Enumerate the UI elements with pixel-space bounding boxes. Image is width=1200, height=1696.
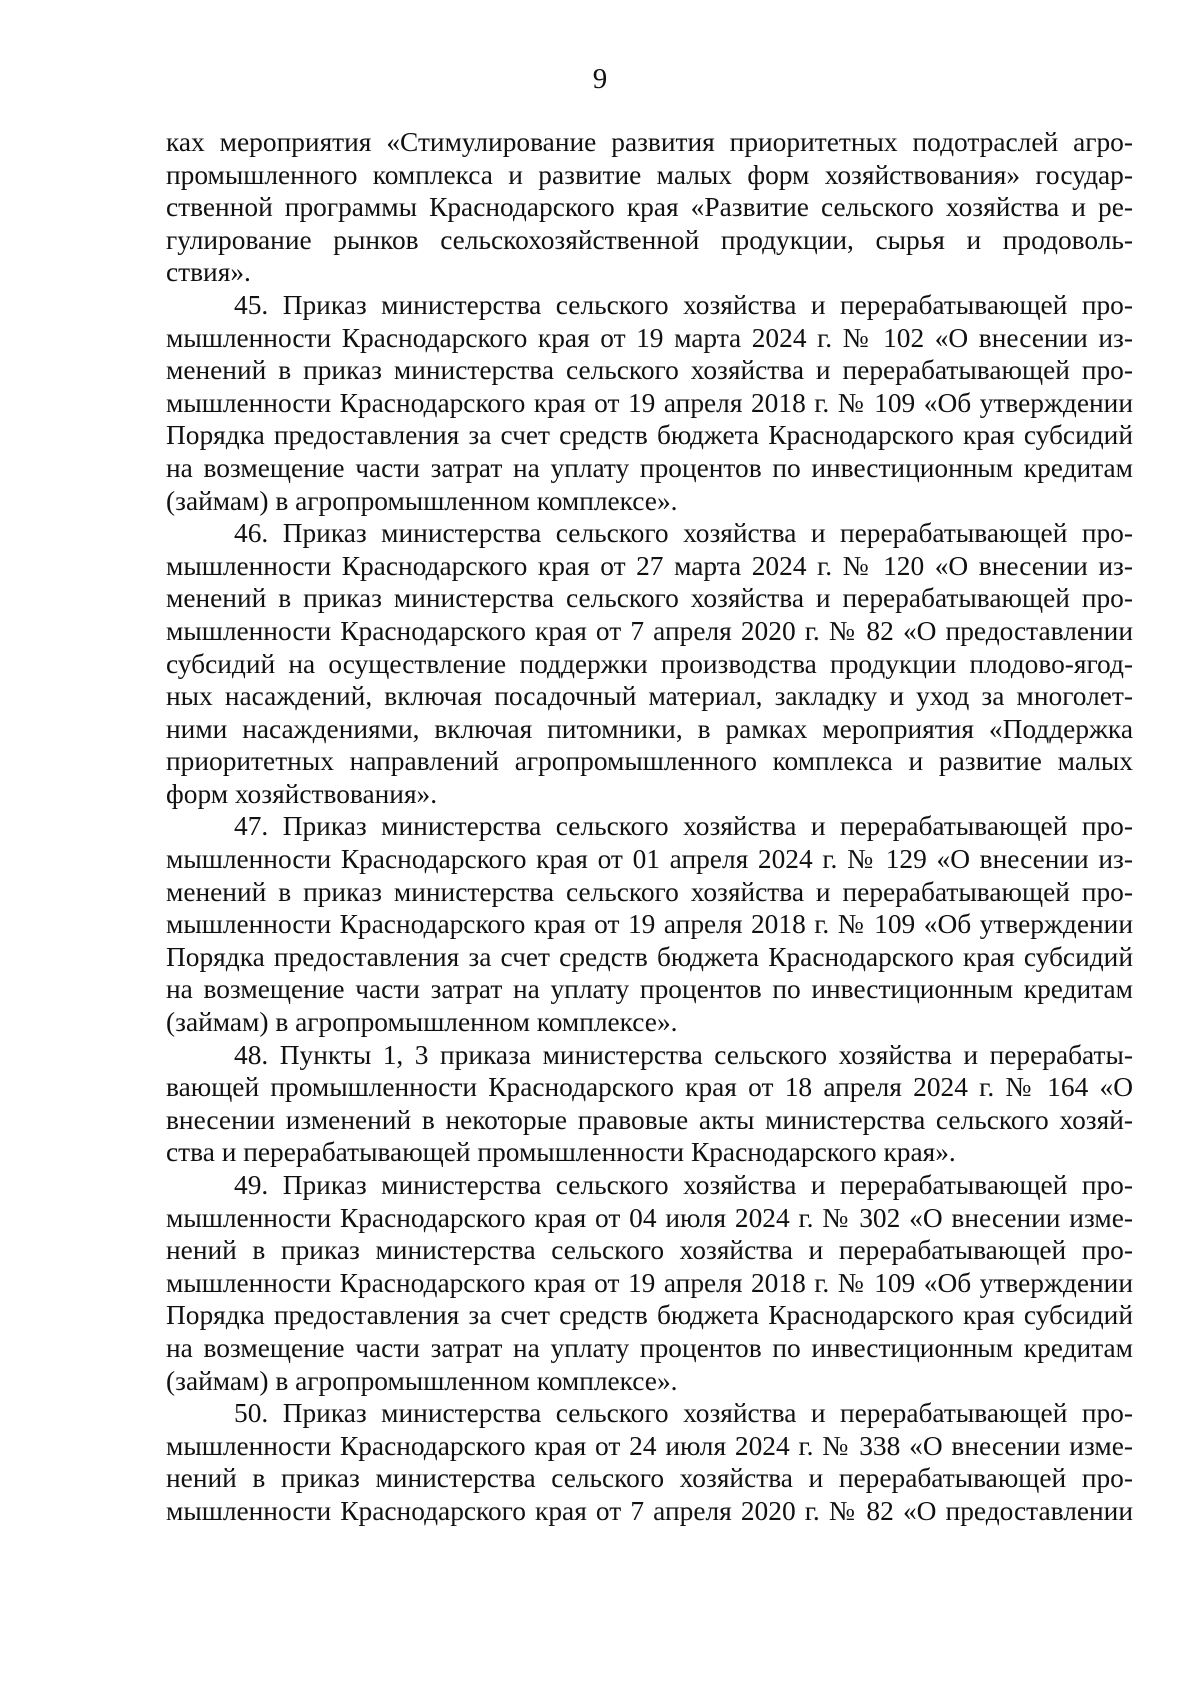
- text-line: вающей промышленности Краснодарского края от 18 апреля 2024 г. № 164 «О: [166, 1072, 1133, 1103]
- text-line: ках мероприятия «Стимулирование развития приоритетных подотраслей агро-: [166, 127, 1133, 157]
- text-line: Порядка предоставления за счет средств бюджета Краснодарского края субсидий: [166, 420, 1133, 451]
- document-body: [166, 126, 1133, 1528]
- text-line: 45. Приказ министерства сельского хозяйства и перерабатывающей про-: [234, 289, 1133, 320]
- text-line: на возмещение части затрат на уплату процентов по инвестиционным кредитам: [166, 974, 1133, 1005]
- text-line: ними насаждениями, включая питомники, в рамках мероприятия «Поддержка: [166, 713, 1133, 744]
- text-line: нений в приказ министерства сельского хозяйства и перерабатывающей про-: [166, 1235, 1133, 1266]
- text-line: гулирование рынков сельскохозяйственной продукции, сырья и продоволь-: [166, 224, 1133, 255]
- text-line: мышленности Краснодарского края от 24 июля 2024 г. № 338 «О внесении изме-: [166, 1430, 1133, 1461]
- text-line: приоритетных направлений агропромышленного комплекса и развитие малых: [166, 746, 1133, 777]
- text-line: (займам) в агропромышленном комплексе».: [166, 485, 678, 516]
- text-line: мышленности Краснодарского края от 19 марта 2024 г. № 102 «О внесении из-: [166, 322, 1133, 353]
- text-line: менений в приказ министерства сельского хозяйства и перерабатывающей про-: [166, 876, 1133, 907]
- text-line: мышленности Краснодарского края от 27 марта 2024 г. № 120 «О внесении из-: [166, 550, 1133, 581]
- text-line: мышленности Краснодарского края от 01 апреля 2024 г. № 129 «О внесении из-: [166, 844, 1133, 875]
- text-line: ственной программы Краснодарского края «Развитие сельского хозяйства и ре-: [166, 192, 1133, 223]
- text-line: внесении изменений в некоторые правовые акты министерства сельского хозяй-: [166, 1104, 1133, 1135]
- text-line: форм хозяйствования».: [166, 778, 438, 809]
- page-number: 9: [592, 63, 608, 95]
- text-line: ствия».: [166, 257, 251, 288]
- text-line: нений в приказ министерства сельского хозяйства и перерабатывающей про-: [166, 1463, 1133, 1494]
- text-line: менений в приказ министерства сельского хозяйства и перерабатывающей про-: [166, 583, 1133, 614]
- text-line: 49. Приказ министерства сельского хозяйства и перерабатывающей про-: [234, 1170, 1133, 1200]
- text-line: мышленности Краснодарского края от 19 апреля 2018 г. № 109 «Об утверждении: [166, 387, 1133, 418]
- text-line: ства и перерабатывающей промышленности Краснодарского края».: [166, 1137, 956, 1168]
- text-line: (займам) в агропромышленном комплексе».: [166, 1007, 678, 1038]
- text-line: мышленности Краснодарского края от 7 апреля 2020 г. № 82 «О предоставлении: [166, 1495, 1133, 1526]
- text-line: промышленного комплекса и развитие малых форм хозяйствования» государ-: [166, 159, 1133, 190]
- text-line: 50. Приказ министерства сельского хозяйства и перерабатывающей про-: [234, 1398, 1133, 1429]
- text-line: на возмещение части затрат на уплату процентов по инвестиционным кредитам: [166, 452, 1133, 483]
- text-line: Порядка предоставления за счет средств бюджета Краснодарского края субсидий: [166, 941, 1133, 972]
- text-line: 47. Приказ министерства сельского хозяйства и перерабатывающей про-: [234, 811, 1133, 842]
- text-line: менений в приказ министерства сельского хозяйства и перерабатывающей про-: [166, 355, 1133, 386]
- text-line: мышленности Краснодарского края от 04 июля 2024 г. № 302 «О внесении изме-: [166, 1202, 1133, 1233]
- text-line: 46. Приказ министерства сельского хозяйства и перерабатывающей про-: [234, 518, 1133, 549]
- text-line: (займам) в агропромышленном комплексе».: [166, 1365, 678, 1396]
- text-line: мышленности Краснодарского края от 19 апреля 2018 г. № 109 «Об утверждении: [166, 909, 1133, 940]
- text-line: 48. Пункты 1, 3 приказа министерства сельского хозяйства и перерабаты-: [234, 1039, 1133, 1070]
- text-line: ных насаждений, включая посадочный материал, закладку и уход за многолет-: [166, 681, 1133, 712]
- text-line: мышленности Краснодарского края от 19 апреля 2018 г. № 109 «Об утверждении: [166, 1267, 1133, 1298]
- text-line: Порядка предоставления за счет средств бюджета Краснодарского края субсидий: [166, 1300, 1133, 1331]
- text-line: мышленности Краснодарского края от 7 апреля 2020 г. № 82 «О предоставлении: [166, 615, 1133, 646]
- text-line: на возмещение части затрат на уплату процентов по инвестиционным кредитам: [166, 1332, 1133, 1363]
- text-line: субсидий на осуществление поддержки производства продукции плодово-ягод-: [166, 648, 1133, 679]
